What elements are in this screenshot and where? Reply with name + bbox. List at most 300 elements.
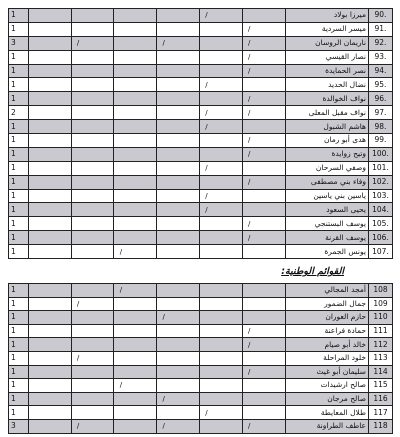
vote-mark-cell: [199, 284, 242, 298]
vote-mark-cell: [242, 64, 285, 78]
table-row: [9, 406, 393, 420]
vote-count-cell: 1: [9, 22, 29, 36]
table-row: [9, 92, 393, 106]
row-number-cell: 91.: [368, 22, 392, 36]
vote-mark-cell: [114, 365, 157, 379]
vote-mark-cell: [114, 284, 157, 298]
tally-mark: /: [248, 67, 251, 75]
vote-mark-cell: [114, 36, 157, 50]
vote-count-cell: 1: [9, 203, 29, 217]
vote-mark-cell: [28, 9, 71, 23]
vote-mark-cell: [199, 392, 242, 406]
vote-mark-cell: [242, 245, 285, 259]
vote-mark-cell: [71, 106, 114, 120]
tally-mark: /: [205, 164, 208, 173]
vote-mark-cell: [242, 365, 285, 379]
vote-mark-cell: [114, 189, 157, 203]
vote-mark-cell: [242, 406, 285, 420]
row-number-cell: 115: [368, 379, 392, 393]
vote-mark-cell: [157, 351, 200, 365]
tally-mark: /: [119, 286, 123, 295]
vote-mark-cell: [28, 36, 71, 50]
row-number-cell: 103.: [368, 189, 392, 203]
vote-mark-cell: [157, 324, 200, 338]
vote-mark-cell: [114, 406, 157, 420]
member-name-cell: هدى أبو رمان: [285, 134, 368, 148]
vote-mark-cell: [242, 351, 285, 365]
tally-mark: /: [248, 219, 251, 228]
vote-mark-cell: [28, 311, 71, 325]
vote-mark-cell: [157, 106, 200, 120]
tally-mark: /: [248, 340, 251, 349]
tally-mark: /: [205, 11, 208, 20]
vote-mark-cell: [28, 351, 71, 365]
table-row: [9, 64, 393, 78]
member-name-cell: وتيح زوايدة: [285, 147, 368, 161]
row-number-cell: 100.: [368, 147, 392, 161]
vote-mark-cell: [199, 203, 242, 217]
vote-mark-cell: [28, 324, 71, 338]
table-row: [9, 189, 393, 203]
vote-mark-cell: [71, 379, 114, 393]
member-name-cell: سليمان أبو غيث: [285, 365, 368, 379]
vote-mark-cell: [242, 120, 285, 134]
row-number-cell: 108: [368, 284, 392, 298]
vote-mark-cell: [199, 231, 242, 245]
vote-mark-cell: [157, 92, 200, 106]
member-name-cell: نضال الحديد: [285, 78, 368, 92]
member-name-cell: نواف الخوالدة: [285, 92, 368, 106]
tally-mark: /: [205, 408, 208, 417]
vote-mark-cell: [157, 189, 200, 203]
row-number-cell: 111: [368, 324, 392, 338]
vote-mark-cell: [71, 338, 114, 352]
vote-mark-cell: [242, 231, 285, 245]
vote-count-cell: 3: [9, 36, 29, 50]
vote-mark-cell: [114, 392, 157, 406]
vote-mark-cell: [71, 203, 114, 217]
vote-mark-cell: [114, 92, 157, 106]
vote-mark-cell: [199, 351, 242, 365]
member-name-cell: يوسف القرنة: [285, 231, 368, 245]
vote-mark-cell: [71, 189, 114, 203]
vote-mark-cell: [28, 175, 71, 189]
vote-mark-cell: [242, 297, 285, 311]
row-number-cell: 94.: [368, 64, 392, 78]
member-name-cell: جمال الضمور: [285, 297, 368, 311]
vote-mark-cell: [114, 22, 157, 36]
vote-mark-cell: [157, 22, 200, 36]
vote-mark-cell: [71, 36, 114, 50]
vote-count-cell: 1: [9, 365, 29, 379]
vote-mark-cell: [28, 203, 71, 217]
vote-mark-cell: [157, 311, 200, 325]
vote-mark-cell: [242, 419, 285, 433]
vote-mark-cell: [114, 351, 157, 365]
vote-mark-cell: [242, 338, 285, 352]
vote-mark-cell: [157, 175, 200, 189]
vote-mark-cell: [242, 203, 285, 217]
tally-mark: /: [162, 39, 165, 48]
row-number-cell: 98.: [368, 120, 392, 134]
row-number-cell: 106.: [368, 231, 392, 245]
vote-mark-cell: [157, 147, 200, 161]
vote-count-cell: 1: [9, 379, 29, 393]
row-number-cell: 96.: [368, 92, 392, 106]
table-row: [9, 22, 393, 36]
vote-mark-cell: [114, 147, 157, 161]
table-row: [9, 392, 393, 406]
vote-mark-cell: [114, 338, 157, 352]
table-row: [9, 120, 393, 134]
section-heading: القوائم الوطنية:: [281, 266, 344, 277]
vote-count-cell: 1: [9, 175, 29, 189]
table-row: [9, 50, 393, 64]
member-name-cell: نصر الحمايدة: [285, 64, 368, 78]
vote-mark-cell: [28, 120, 71, 134]
tally-mark: /: [248, 422, 251, 431]
row-number-cell: 101.: [368, 161, 392, 175]
tally-mark: /: [205, 122, 208, 131]
vote-count-cell: 1: [9, 134, 29, 148]
tally-mark: /: [162, 395, 165, 404]
table-row: [9, 379, 393, 393]
vote-mark-cell: [199, 311, 242, 325]
vote-count-cell: 1: [9, 338, 29, 352]
vote-mark-cell: [71, 64, 114, 78]
vote-mark-cell: [71, 311, 114, 325]
vote-count-cell: 1: [9, 324, 29, 338]
votes-table-top: [8, 8, 393, 259]
row-number-cell: 93.: [368, 50, 392, 64]
member-name-cell: نصار القيسي: [285, 50, 368, 64]
vote-mark-cell: [28, 147, 71, 161]
vote-mark-cell: [71, 419, 114, 433]
tally-mark: /: [248, 25, 251, 34]
tally-mark: /: [119, 247, 123, 256]
tally-mark: /: [205, 80, 208, 89]
vote-mark-cell: [71, 324, 114, 338]
vote-count-cell: 1: [9, 9, 29, 23]
vote-mark-cell: [28, 134, 71, 148]
vote-mark-cell: [114, 78, 157, 92]
vote-mark-cell: [28, 284, 71, 298]
vote-mark-cell: [71, 161, 114, 175]
vote-mark-cell: [28, 297, 71, 311]
vote-mark-cell: [199, 379, 242, 393]
vote-mark-cell: [242, 92, 285, 106]
tally-mark: /: [248, 150, 251, 159]
member-name-cell: ميسر السردية: [285, 22, 368, 36]
row-number-cell: 104.: [368, 203, 392, 217]
vote-mark-cell: [114, 217, 157, 231]
vote-mark-cell: [199, 245, 242, 259]
vote-mark-cell: [157, 379, 200, 393]
vote-mark-cell: [242, 217, 285, 231]
vote-mark-cell: [157, 36, 200, 50]
row-number-cell: 102.: [368, 175, 392, 189]
member-name-cell: وفاء بني مصطفى: [285, 175, 368, 189]
vote-mark-cell: [114, 231, 157, 245]
vote-mark-cell: [28, 78, 71, 92]
tally-mark: /: [76, 422, 80, 431]
vote-mark-cell: [71, 284, 114, 298]
vote-mark-cell: [71, 50, 114, 64]
vote-mark-cell: [242, 324, 285, 338]
tally-mark: /: [248, 367, 251, 376]
row-number-cell: 114: [368, 365, 392, 379]
vote-mark-cell: [199, 217, 242, 231]
vote-mark-cell: [71, 22, 114, 36]
table-row: [9, 338, 393, 352]
vote-mark-cell: [157, 365, 200, 379]
row-number-cell: 118: [368, 419, 392, 433]
tally-mark: /: [248, 53, 251, 62]
tally-mark: /: [119, 381, 123, 390]
row-number-cell: 112: [368, 338, 392, 352]
vote-mark-cell: [71, 147, 114, 161]
table-row: [9, 419, 393, 433]
table-row: [9, 231, 393, 245]
row-number-cell: 95.: [368, 78, 392, 92]
vote-mark-cell: [199, 338, 242, 352]
member-name-cell: طلال المعايطة: [285, 406, 368, 420]
vote-mark-cell: [199, 324, 242, 338]
vote-count-cell: 1: [9, 64, 29, 78]
vote-mark-cell: [157, 245, 200, 259]
tally-mark: /: [205, 192, 208, 201]
vote-mark-cell: [242, 379, 285, 393]
vote-mark-cell: [242, 78, 285, 92]
table-row: [9, 36, 393, 50]
row-number-cell: 97.: [368, 106, 392, 120]
vote-mark-cell: [242, 392, 285, 406]
vote-mark-cell: [242, 9, 285, 23]
vote-mark-cell: [157, 50, 200, 64]
vote-mark-cell: [157, 64, 200, 78]
tally-mark: /: [248, 136, 251, 145]
vote-mark-cell: [71, 134, 114, 148]
vote-mark-cell: [28, 217, 71, 231]
vote-mark-cell: [114, 9, 157, 23]
vote-mark-cell: [157, 120, 200, 134]
row-number-cell: 110: [368, 311, 392, 325]
vote-mark-cell: [199, 36, 242, 50]
vote-count-cell: 1: [9, 78, 29, 92]
vote-count-cell: 1: [9, 120, 29, 134]
vote-count-cell: 1: [9, 189, 29, 203]
tally-mark: /: [248, 178, 251, 187]
tally-mark: /: [248, 94, 251, 103]
tally-mark: /: [248, 327, 251, 336]
tally-mark: /: [205, 108, 208, 117]
vote-mark-cell: [71, 406, 114, 420]
member-name-cell: صالح مرجان: [285, 392, 368, 406]
vote-mark-cell: [71, 9, 114, 23]
vote-mark-cell: [114, 64, 157, 78]
table-row: [9, 9, 393, 23]
vote-mark-cell: [114, 134, 157, 148]
vote-mark-cell: [157, 203, 200, 217]
row-number-cell: 116: [368, 392, 392, 406]
member-name-cell: وصفي السرحان: [285, 161, 368, 175]
vote-mark-cell: [28, 22, 71, 36]
vote-mark-cell: [199, 189, 242, 203]
vote-mark-cell: [157, 419, 200, 433]
vote-mark-cell: [28, 419, 71, 433]
row-number-cell: 107.: [368, 245, 392, 259]
vote-count-cell: 1: [9, 50, 29, 64]
vote-mark-cell: [199, 406, 242, 420]
vote-mark-cell: [28, 92, 71, 106]
vote-mark-cell: [28, 50, 71, 64]
vote-mark-cell: [242, 284, 285, 298]
member-name-cell: صالح ارشيدات: [285, 379, 368, 393]
member-name-cell: خلود المراحلة: [285, 351, 368, 365]
vote-mark-cell: [28, 338, 71, 352]
vote-mark-cell: [71, 120, 114, 134]
vote-mark-cell: [242, 106, 285, 120]
vote-mark-cell: [71, 92, 114, 106]
member-name-cell: يوسف البستنجي: [285, 217, 368, 231]
vote-mark-cell: [242, 22, 285, 36]
member-name-cell: ياسين بني ياسين: [285, 189, 368, 203]
vote-mark-cell: [199, 120, 242, 134]
vote-count-cell: 1: [9, 245, 29, 259]
member-name-cell: خالد أبو صيام: [285, 338, 368, 352]
row-number-cell: 92.: [368, 36, 392, 50]
vote-count-cell: 2: [9, 106, 29, 120]
vote-mark-cell: [28, 245, 71, 259]
vote-mark-cell: [242, 311, 285, 325]
table-row: [9, 78, 393, 92]
row-number-cell: 90.: [368, 9, 392, 23]
vote-mark-cell: [242, 36, 285, 50]
vote-mark-cell: [157, 161, 200, 175]
vote-mark-cell: [199, 297, 242, 311]
vote-mark-cell: [199, 78, 242, 92]
vote-mark-cell: [199, 175, 242, 189]
table-row: [9, 134, 393, 148]
table-row: [9, 175, 393, 189]
vote-mark-cell: [199, 365, 242, 379]
vote-mark-cell: [71, 351, 114, 365]
tally-mark: /: [248, 39, 251, 48]
member-name-cell: هاشم الشبول: [285, 120, 368, 134]
member-name-cell: حازم العوران: [285, 311, 368, 325]
vote-mark-cell: [199, 161, 242, 175]
row-number-cell: 105.: [368, 217, 392, 231]
member-name-cell: يحيى السعود: [285, 203, 368, 217]
vote-mark-cell: [242, 147, 285, 161]
vote-mark-cell: [114, 120, 157, 134]
vote-mark-cell: [71, 297, 114, 311]
vote-mark-cell: [199, 50, 242, 64]
vote-count-cell: 1: [9, 231, 29, 245]
table-row: [9, 284, 393, 298]
vote-mark-cell: [114, 175, 157, 189]
vote-mark-cell: [71, 392, 114, 406]
vote-mark-cell: [199, 92, 242, 106]
vote-mark-cell: [114, 419, 157, 433]
vote-mark-cell: [157, 231, 200, 245]
vote-mark-cell: [28, 106, 71, 120]
vote-mark-cell: [242, 175, 285, 189]
vote-mark-cell: [157, 406, 200, 420]
vote-count-cell: 1: [9, 311, 29, 325]
vote-mark-cell: [242, 161, 285, 175]
member-name-cell: عاطف الطراونة: [285, 419, 368, 433]
vote-mark-cell: [71, 231, 114, 245]
tally-mark: /: [162, 422, 165, 431]
row-number-cell: 117: [368, 406, 392, 420]
vote-mark-cell: [199, 147, 242, 161]
table-row: [9, 203, 393, 217]
vote-mark-cell: [157, 134, 200, 148]
vote-mark-cell: [242, 50, 285, 64]
vote-mark-cell: [157, 284, 200, 298]
vote-mark-cell: [157, 9, 200, 23]
tally-mark: /: [248, 108, 251, 117]
vote-count-cell: 3: [9, 419, 29, 433]
vote-count-cell: 1: [9, 217, 29, 231]
vote-mark-cell: [157, 297, 200, 311]
vote-mark-cell: [114, 245, 157, 259]
row-number-cell: 109: [368, 297, 392, 311]
vote-mark-cell: [28, 231, 71, 245]
vote-mark-cell: [157, 78, 200, 92]
table-row: [9, 351, 393, 365]
votes-table-national-lists: [8, 283, 393, 434]
table-row: [9, 245, 393, 259]
vote-mark-cell: [114, 203, 157, 217]
table-row: [9, 147, 393, 161]
tally-mark: /: [76, 299, 80, 308]
vote-mark-cell: [71, 78, 114, 92]
tally-mark: /: [162, 313, 165, 322]
vote-mark-cell: [199, 106, 242, 120]
tally-mark: /: [76, 39, 80, 48]
vote-mark-cell: [28, 64, 71, 78]
row-number-cell: 113: [368, 351, 392, 365]
vote-mark-cell: [28, 189, 71, 203]
table-row: [9, 297, 393, 311]
vote-mark-cell: [71, 365, 114, 379]
vote-count-cell: 1: [9, 406, 29, 420]
table-row: [9, 161, 393, 175]
vote-mark-cell: [28, 161, 71, 175]
row-number-cell: 99.: [368, 134, 392, 148]
vote-mark-cell: [114, 50, 157, 64]
vote-mark-cell: [28, 406, 71, 420]
vote-count-cell: 1: [9, 92, 29, 106]
vote-count-cell: 1: [9, 351, 29, 365]
vote-count-cell: 1: [9, 392, 29, 406]
vote-mark-cell: [71, 245, 114, 259]
member-name-cell: حمادة فراعنة: [285, 324, 368, 338]
vote-mark-cell: [242, 134, 285, 148]
table-row: [9, 365, 393, 379]
table-row: [9, 311, 393, 325]
vote-mark-cell: [199, 134, 242, 148]
member-name-cell: أمجد المجالي: [285, 284, 368, 298]
vote-mark-cell: [199, 419, 242, 433]
tally-mark: /: [248, 233, 251, 242]
vote-mark-cell: [71, 217, 114, 231]
vote-mark-cell: [199, 22, 242, 36]
tally-mark: /: [76, 354, 80, 363]
member-name-cell: ناريمان الروسان: [285, 36, 368, 50]
